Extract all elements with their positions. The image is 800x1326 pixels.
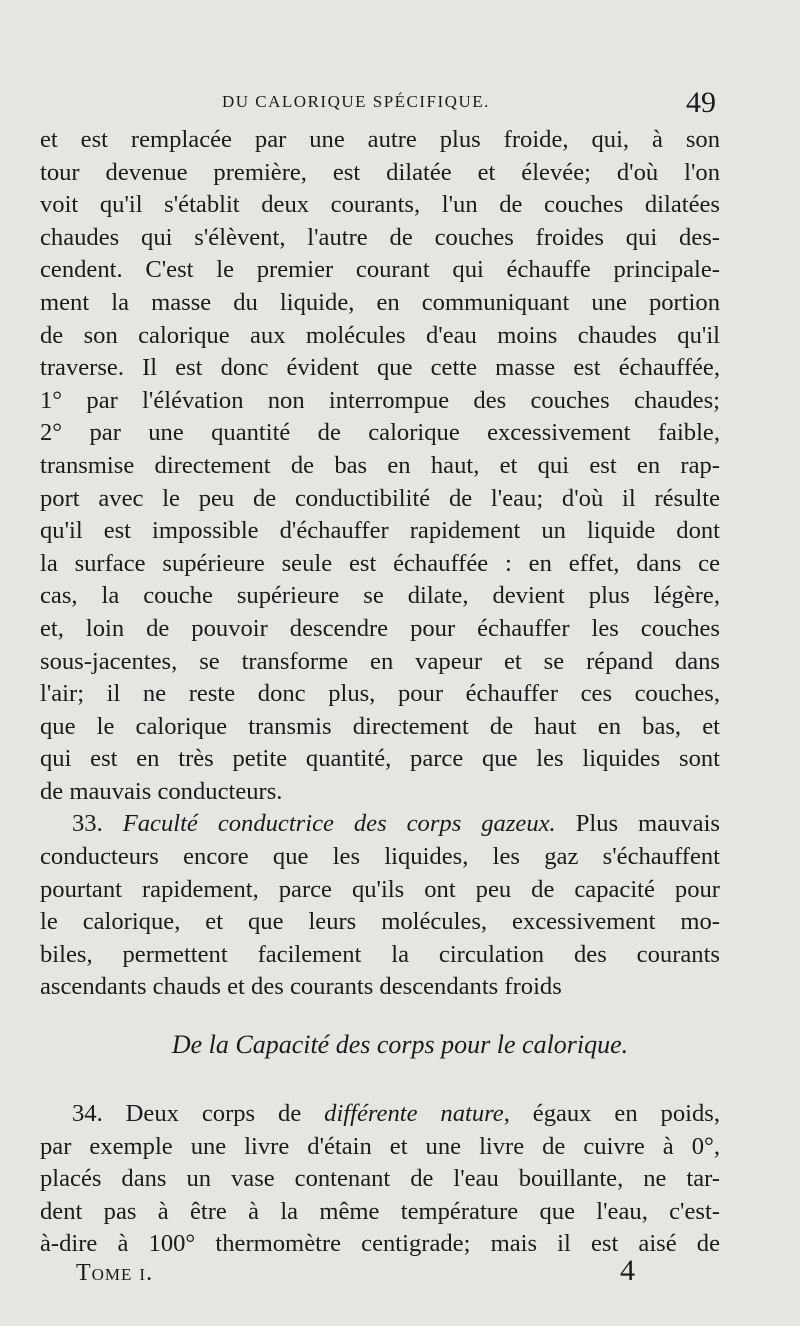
text-fragment: , égaux en poids, bbox=[503, 1100, 720, 1127]
text-line: dent pas à être à la même température que l'eau, c'est- bbox=[40, 1197, 720, 1225]
page-footer bbox=[0, 1254, 800, 1298]
text-line: biles, permettent facilement la circulation des courants bbox=[40, 940, 720, 968]
text-line: le calorique, et que leurs molécules, excessivement mo- bbox=[40, 908, 720, 936]
text-line: 2° par une quantité de calorique excessivement faible, bbox=[40, 419, 720, 447]
text-line bbox=[40, 1098, 720, 1131]
page-number: 49 bbox=[686, 86, 716, 119]
text-line: ment la masse du liquide, en communiquant une portion bbox=[40, 288, 720, 316]
text-line: de son calorique aux molécules d'eau moins chaudes qu'il bbox=[40, 321, 720, 349]
text-fragment: Plus mauvais bbox=[575, 810, 720, 838]
text-line: traverse. Il est donc évident que cette masse est échauffée, bbox=[40, 354, 720, 382]
text-line: pourtant rapidement, parce qu'ils ont peu de capacité pour bbox=[40, 875, 720, 903]
text-line: voit qu'il s'établit deux courants, l'un de couches dilatées bbox=[40, 191, 720, 219]
text-line: conducteurs encore que les liquides, les gaz s'échauffent bbox=[40, 843, 720, 871]
text-line: que le calorique transmis directement de haut en bas, et bbox=[40, 712, 720, 740]
text-line: placés dans un vase contenant de l'eau bouillante, ne tar- bbox=[40, 1165, 720, 1193]
text-line: ascendants chauds et des courants descendants froids bbox=[40, 973, 562, 1001]
text-line: la surface supérieure seule est échauffée : en effet, dans ce bbox=[40, 549, 720, 577]
text-fragment: Deux corps de bbox=[125, 1100, 302, 1127]
text-line: l'air; il ne reste donc plus, pour échauffer ces couches, bbox=[40, 680, 720, 708]
text-line: tour devenue première, est dilatée et élevée; d'où l'on bbox=[40, 158, 720, 186]
text-line: chaudes qui s'élèvent, l'autre de couches froides qui des- bbox=[40, 223, 720, 251]
text-line: à-dire à 100° thermomètre centigrade; mais il est aisé de bbox=[40, 1230, 720, 1258]
text-line: de mauvais conducteurs. bbox=[40, 777, 283, 805]
text-line: et est remplacée par une autre plus froide, qui, à son bbox=[40, 126, 720, 153]
paragraph-capacity bbox=[40, 1098, 720, 1261]
text-line: port avec le peu de conductibilité de l'eau; d'où il résulte bbox=[40, 484, 720, 512]
section-title: Faculté conductrice des corps gazeux. bbox=[122, 810, 556, 838]
text-line: et, loin de pouvoir descendre pour échauffer les couches bbox=[40, 614, 720, 642]
section-number: 34. bbox=[72, 1100, 103, 1127]
italic-term: différente nature bbox=[324, 1100, 504, 1127]
text-line: 1° par l'élévation non interrompue des couches chaudes; bbox=[40, 386, 720, 414]
text-line: transmise directement de bas en haut, et qui est en rap- bbox=[40, 451, 720, 479]
text-line bbox=[40, 808, 720, 841]
main-text bbox=[40, 124, 720, 1004]
text-line: cas, la couche supérieure se dilate, devient plus légère, bbox=[40, 582, 720, 610]
section-heading: De la Capacité des corps pour le calorique. bbox=[171, 1030, 629, 1059]
text-line: cendent. C'est le premier courant qui échauffe principale- bbox=[40, 256, 720, 284]
running-head: DU CALORIQUE SPÉCIFIQUE. bbox=[222, 92, 490, 111]
text-line: par exemple une livre d'étain et une livre de cuivre à 0°, bbox=[40, 1132, 720, 1160]
page-header bbox=[0, 86, 800, 126]
signature-mark: 4 bbox=[620, 1254, 635, 1287]
paragraph-convection bbox=[40, 124, 720, 808]
printer-signature: Tome i. bbox=[76, 1260, 154, 1286]
paragraph-gas-conductivity bbox=[40, 808, 720, 1004]
text-line: qui est en très petite quantité, parce que les liquides sont bbox=[40, 745, 720, 773]
text-line: sous-jacentes, se transforme en vapeur et se répand dans bbox=[40, 647, 720, 675]
section-number: 33. bbox=[72, 810, 103, 838]
text-line: qu'il est impossible d'échauffer rapidement un liquide dont bbox=[40, 517, 720, 545]
